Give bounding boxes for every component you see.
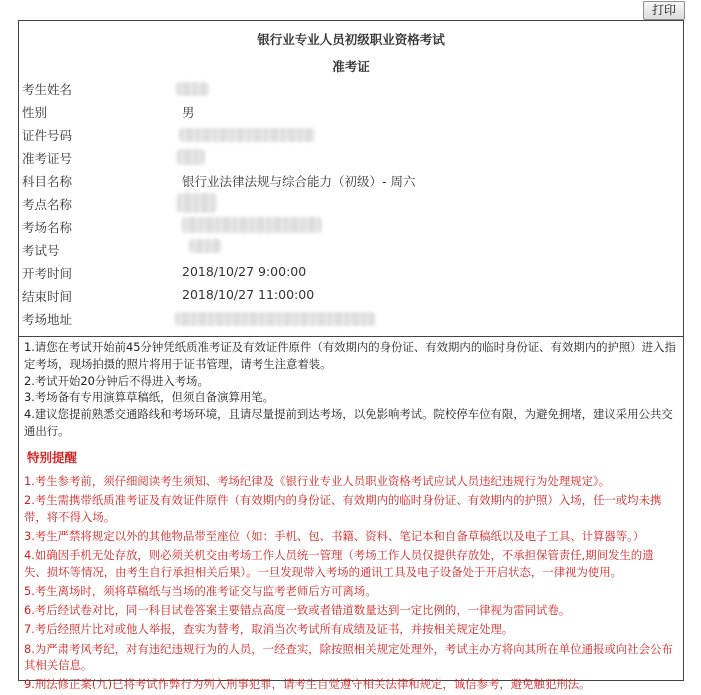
rule-item: 1.考生参考前，须仔细阅读考生须知、考场纪律及《银行业专业人员职业资格考试应试人员违纪违规行为处理规定》。: [24, 474, 611, 488]
special-reminder-heading: 特别提醒: [27, 450, 78, 465]
redacted-exam-number: [189, 239, 221, 253]
note-item: 1.请您在考试开始前45分钟凭纸质准考证及有效证件原件（有效期内的身份证、有效期内的临时身份证、有效期内的护照）进入指定考场，现场拍摄的照片将用于证书管理，请考生注意着装。: [24, 340, 676, 371]
field-label-subject: 科目名称: [22, 174, 73, 189]
field-label-start-time: 开考时间: [22, 266, 73, 281]
field-label-id-number: 证件号码: [22, 128, 73, 143]
redacted-exam-room: [182, 217, 322, 233]
redacted-name: [176, 82, 209, 96]
field-value-end-time: 2018/10/27 11:00:00: [182, 287, 315, 302]
field-label-name: 考生姓名: [22, 82, 73, 97]
rule-item: 8.为严肃考风考纪，对有违纪违规行为的人员，一经查实，除按照相关规定处理外，考试主办方将向其所在单位通报或向社会公布其相关信息。: [24, 641, 673, 673]
exam-title: 银行业专业人员初级职业资格考试: [257, 32, 445, 47]
redacted-exam-site: [177, 193, 217, 213]
field-label-gender: 性别: [22, 105, 48, 120]
ticket-title: 准考证: [332, 59, 370, 74]
rule-item: 5.考生离场时，须将草稿纸与当场的准考证交与监考老师后方可离场。: [24, 583, 377, 598]
field-label-exam-room: 考场名称: [22, 220, 73, 235]
note-item: 3.考场备有专用演算草稿纸，但须自备演算用笔。: [24, 390, 275, 405]
exam-notes: [24, 339, 676, 440]
note-item: 2.考试开始20分钟后不得进入考场。: [24, 373, 209, 388]
field-label-address: 考场地址: [22, 312, 73, 327]
admission-ticket: [18, 20, 684, 692]
field-label-ticket-number: 准考证号: [22, 151, 73, 166]
special-reminder-list: [24, 473, 676, 695]
redacted-ticket-number: [177, 149, 205, 165]
field-label-exam-site: 考点名称: [22, 197, 73, 212]
redacted-address: [175, 312, 375, 326]
redacted-id-number: [179, 128, 315, 142]
section-divider: [19, 336, 683, 337]
rule-item: 9.刑法修正案(九)已将考试作弊行为列入刑事犯罪，请考生自觉遵守相关法律和规定，诚信参考，避免触犯刑法。: [24, 677, 591, 692]
field-label-end-time: 结束时间: [22, 289, 73, 304]
rule-item: 3.考生严禁将规定以外的其他物品带至座位（如：手机、包、书籍、资料、笔记本和自备草稿纸以及电子工具、计算器等。）: [24, 528, 645, 543]
note-item: 4.建议您提前熟悉交通路线和考场环境，且请尽量提前到达考场，以免影响考试。院校停车位有限，为避免拥堵，建议采用公共交通出行。: [24, 407, 673, 438]
rule-item: 6.考后经试卷对比，同一科目试卷答案主要错点高度一致或者错道数量达到一定比例的，一律视为雷同试卷。: [24, 603, 571, 618]
rule-item: 2.考生需携带纸质准考证及有效证件原件（有效期内的身份证、有效期内的临时身份证、有效期内的护照）入场，任一或均未携带，将不得入场。: [24, 493, 662, 524]
print-button[interactable]: 打印: [643, 1, 685, 20]
field-label-exam-number: 考试号: [22, 243, 60, 258]
field-value-subject: 银行业法律法规与综合能力（初级）- 周六: [182, 174, 416, 189]
rule-item: 7.考后经照片比对或他人举报，查实为替考，取消当次考试所有成绩及证书，并按相关规定处理。: [24, 622, 514, 637]
field-value-gender: 男: [182, 105, 195, 120]
field-value-start-time: 2018/10/27 9:00:00: [182, 264, 307, 279]
rule-item: 4.如确因手机无处存放，则必须关机交由考场工作人员统一管理（考场工作人员仅提供存放处，不承担保管责任,期间发生的遗失、损坏等情况，由考生自行承担相关后果）。一旦发现带入考场的通讯工具及电子设备处于开启状态，一律视为使用。: [24, 548, 654, 579]
